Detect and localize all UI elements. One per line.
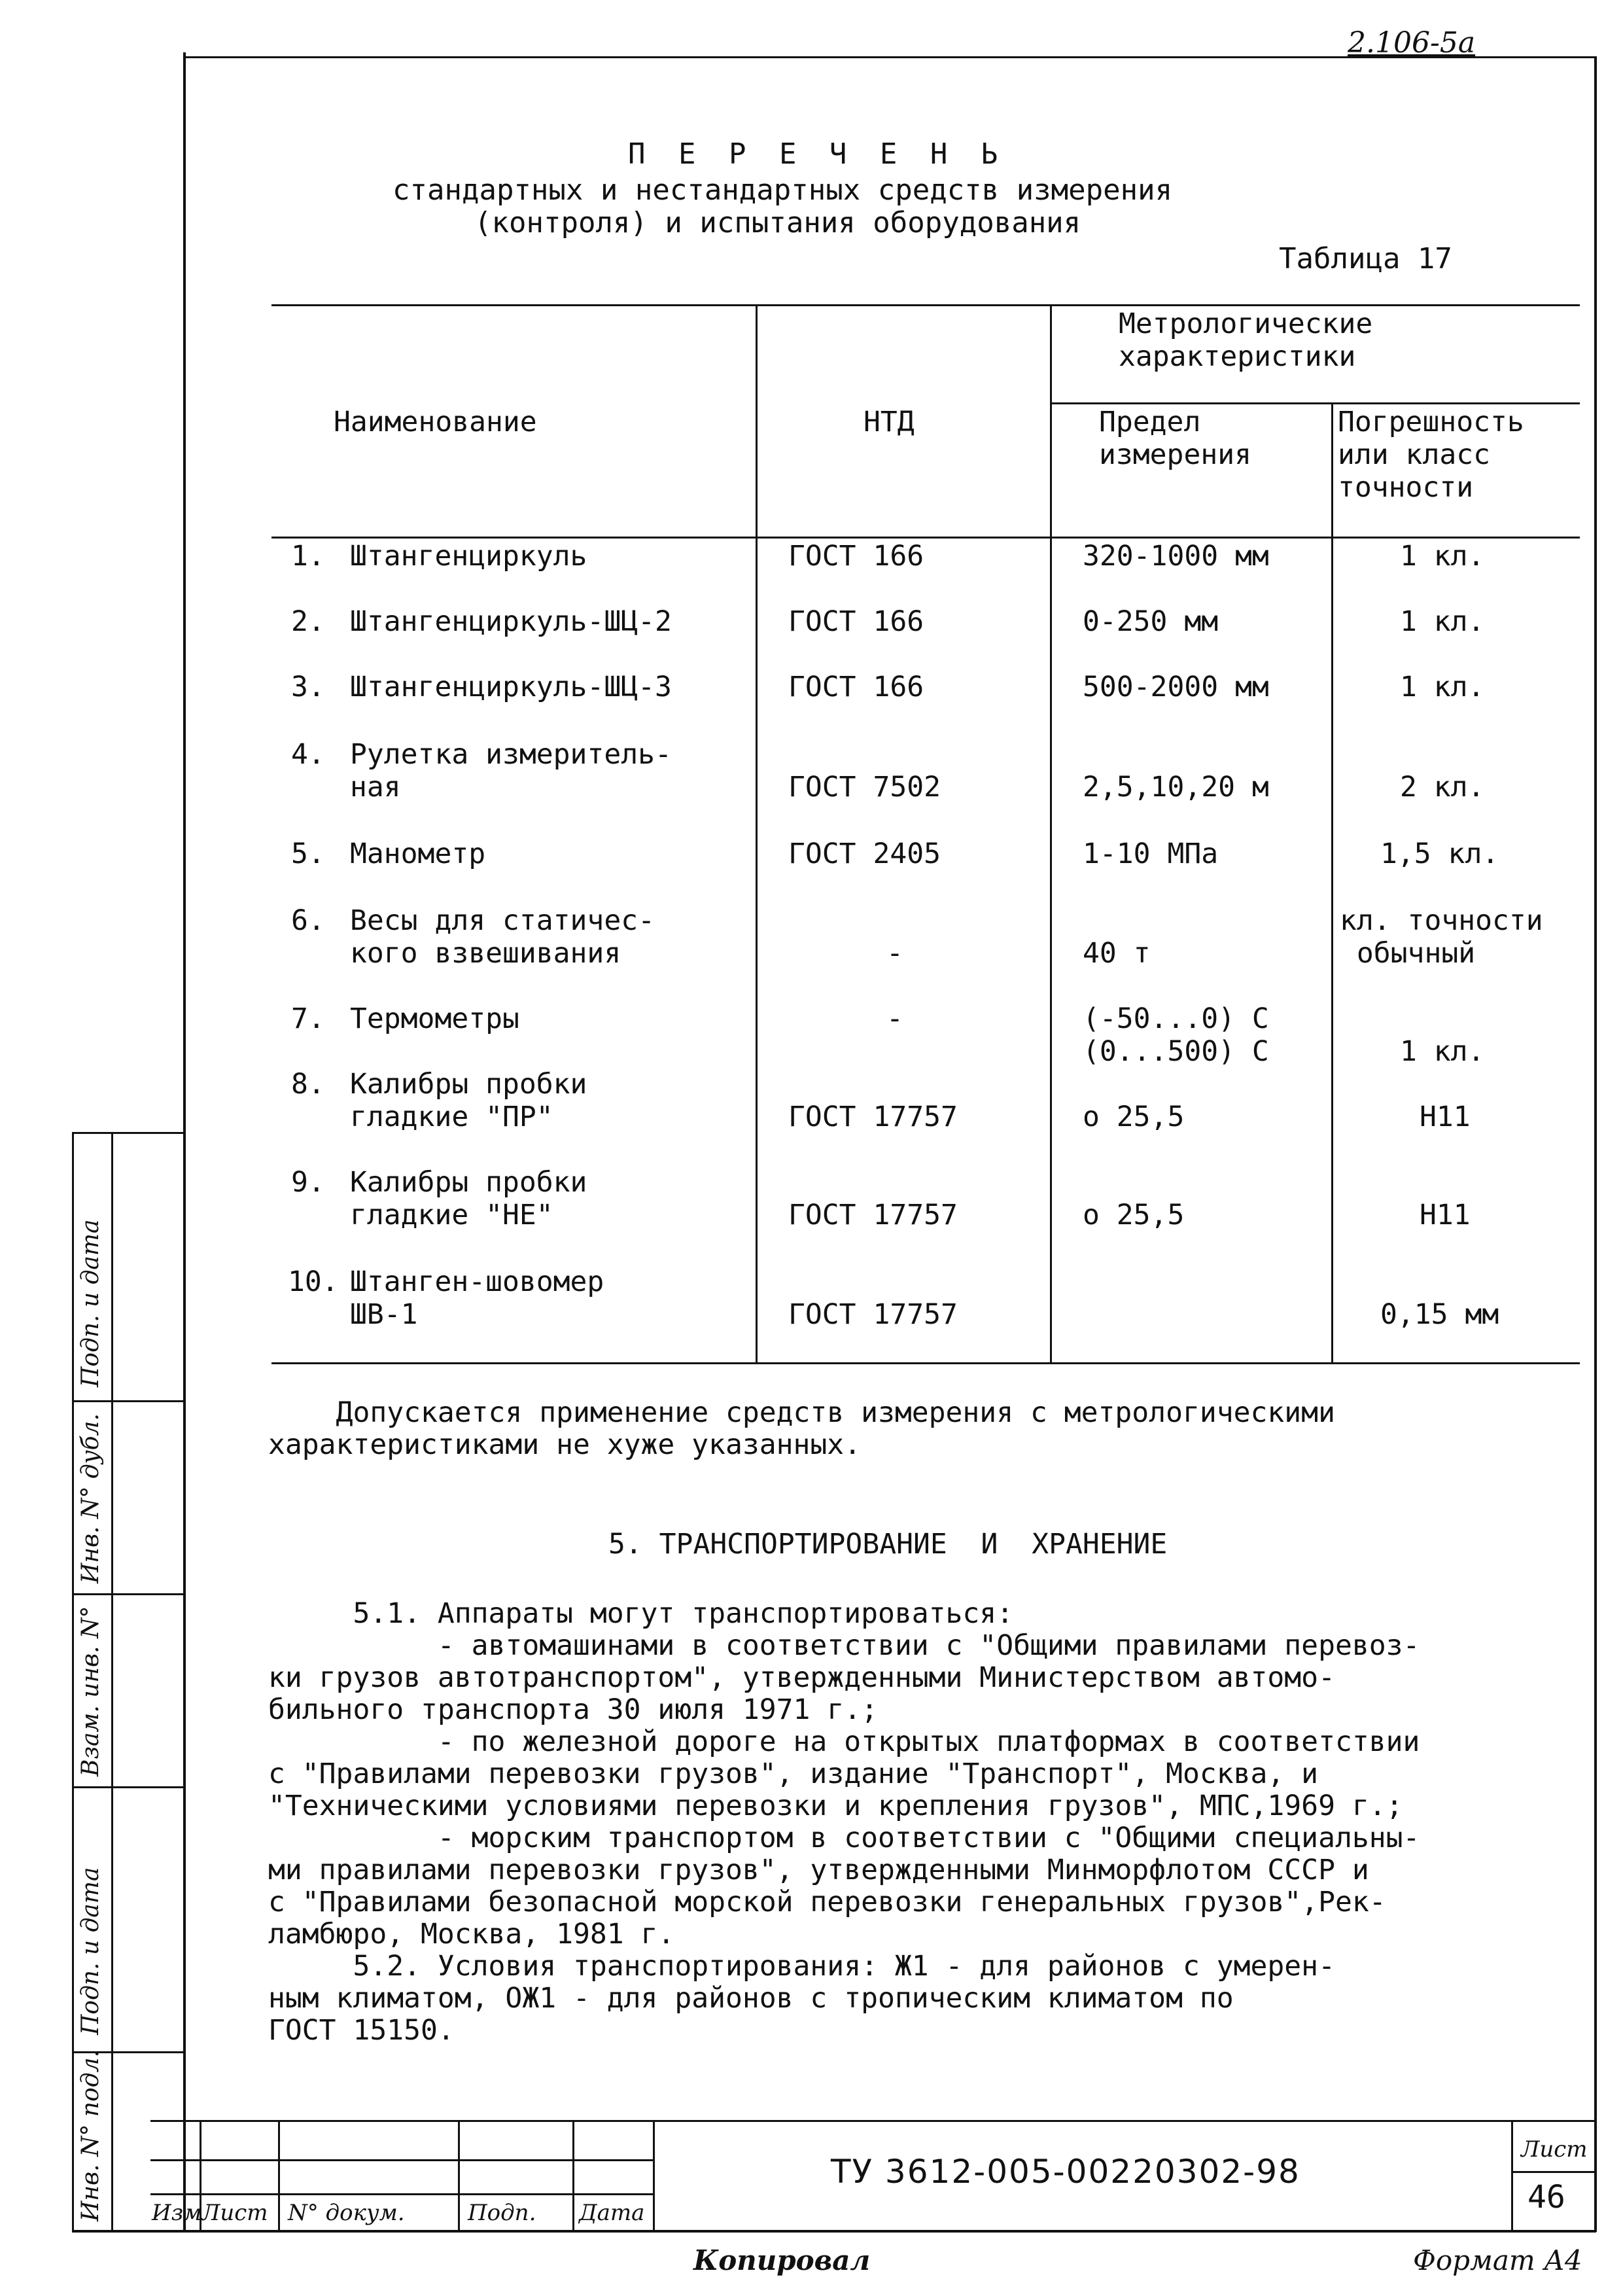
row-accuracy: Н11 bbox=[1420, 1199, 1471, 1231]
header-metrological: Метрологические характеристики bbox=[1119, 308, 1373, 373]
doc-number: 2.106-5а bbox=[1348, 26, 1476, 60]
stamp-sheet-label: Лист bbox=[1521, 2136, 1588, 2163]
row-num: 9. bbox=[291, 1166, 325, 1199]
row-ntd: - bbox=[886, 937, 903, 970]
row-num: 1. bbox=[291, 540, 325, 573]
row-accuracy: 0,15 мм bbox=[1380, 1298, 1499, 1331]
row-range: 2,5,10,20 м bbox=[1083, 771, 1269, 804]
subtitle-line-2: (контроля) и испытания оборудования bbox=[474, 206, 1081, 239]
row-ntd: ГОСТ 166 bbox=[788, 605, 924, 638]
strip-top-line bbox=[72, 1132, 183, 1134]
stamp-sheet-row bbox=[1511, 2171, 1596, 2173]
row-name: Штанген-шовомер ШВ-1 bbox=[350, 1265, 604, 1331]
row-name: Штангенциркуль-ШЦ-2 bbox=[350, 605, 672, 638]
row-ntd: ГОСТ 166 bbox=[788, 671, 924, 703]
row-name: Калибры пробки гладкие "ПР" bbox=[350, 1068, 587, 1133]
row-accuracy: 1 кл. bbox=[1400, 1035, 1485, 1068]
row-name: Термометры bbox=[350, 1002, 519, 1035]
footer-copied: Копировал bbox=[693, 2244, 871, 2276]
frame-right-border bbox=[1594, 56, 1597, 2232]
row-ntd: ГОСТ 17757 bbox=[788, 1101, 958, 1133]
strip-divider-3 bbox=[72, 1786, 183, 1788]
row-ntd: ГОСТ 17757 bbox=[788, 1199, 958, 1231]
row-name: Штангенциркуль bbox=[350, 540, 587, 573]
row-ntd: ГОСТ 7502 bbox=[788, 771, 941, 804]
stamp-col-2 bbox=[278, 2120, 280, 2231]
note-paragraph: Допускается применение средств измерения с метрологическими характеристиками не хуже указанных. bbox=[268, 1396, 1335, 1461]
side-label-podp-data-1: Подп. и дата bbox=[77, 1219, 104, 1387]
page-title: П Е Р Е Ч Е Н Ь bbox=[628, 137, 1006, 171]
stamp-sheet-col bbox=[1511, 2120, 1513, 2231]
row-name: Манометр bbox=[350, 838, 486, 870]
section-heading: 5. ТРАНСПОРТИРОВАНИЕ И ХРАНЕНИЕ bbox=[608, 1528, 1168, 1561]
header-accuracy: Погрешность или класс точности bbox=[1338, 406, 1524, 504]
row-range: 40 т bbox=[1083, 937, 1151, 970]
row-range: о 25,5 bbox=[1083, 1199, 1185, 1231]
footer-format: Формат А4 bbox=[1413, 2244, 1582, 2276]
table-metro-subrule bbox=[1050, 402, 1580, 404]
subtitle-line-1: стандартных и нестандартных средств измерения bbox=[393, 173, 1173, 207]
stamp-col-5 bbox=[653, 2120, 655, 2231]
row-num: 10. bbox=[288, 1265, 339, 1298]
row-range: 1-10 МПа bbox=[1083, 838, 1219, 870]
side-label-inv-dubl: Инв. N° дубл. bbox=[77, 1413, 104, 1583]
side-label-inv-podl: Инв. N° подл. bbox=[77, 2050, 104, 2221]
row-range: 320-1000 мм bbox=[1083, 540, 1269, 573]
row-num: 3. bbox=[291, 671, 325, 703]
row-num: 8. bbox=[291, 1068, 325, 1101]
header-ntd: НТД bbox=[864, 406, 915, 438]
header-range: Предел измерения bbox=[1099, 406, 1251, 471]
row-num: 7. bbox=[291, 1002, 325, 1035]
row-accuracy: кл. точности обычный bbox=[1340, 904, 1543, 970]
row-name: Калибры пробки гладкие "НЕ" bbox=[350, 1166, 587, 1231]
row-num: 5. bbox=[291, 838, 325, 870]
stamp-izm-label: Изм bbox=[152, 2200, 202, 2226]
stamp-podp-label: Подп. bbox=[468, 2200, 536, 2226]
row-ntd: ГОСТ 2405 bbox=[788, 838, 941, 870]
row-ntd: - bbox=[886, 1002, 903, 1035]
table-col-divider-2 bbox=[1050, 304, 1052, 1364]
strip-inner-line bbox=[111, 1132, 113, 2231]
stamp-row-line-1 bbox=[150, 2159, 654, 2161]
table-label: Таблица 17 bbox=[1279, 242, 1452, 275]
row-range: о 25,5 bbox=[1083, 1101, 1185, 1133]
side-label-vzam-inv: Взам. инв. N° bbox=[77, 1606, 104, 1776]
header-name: Наименование bbox=[334, 406, 537, 438]
stamp-col-3 bbox=[458, 2120, 460, 2231]
frame-bottom-border bbox=[72, 2230, 1596, 2233]
stamp-top-line bbox=[150, 2120, 1596, 2122]
row-ntd: ГОСТ 166 bbox=[788, 540, 924, 573]
frame-left-border bbox=[183, 52, 186, 2231]
stamp-data-label: Дата bbox=[579, 2200, 645, 2226]
row-accuracy: 2 кл. bbox=[1400, 771, 1485, 804]
row-name: Штангенциркуль-ШЦ-3 bbox=[350, 671, 672, 703]
row-num: 4. bbox=[291, 738, 325, 771]
row-accuracy: 1 кл. bbox=[1400, 540, 1485, 573]
row-accuracy: Н11 bbox=[1420, 1101, 1471, 1133]
side-label-podp-data-2: Подп. и дата bbox=[77, 1867, 104, 2035]
stamp-designation: ТУ 3612-005-00220302-98 bbox=[831, 2153, 1300, 2191]
section-body: 5.1. Аппараты могут транспортироваться: - автомашинами в соответствии с "Общими правилами перевоз- ки грузов автотранспортом", утвержденными Министерством автомо- бильного транспорта 30 июля 1971 г.; - по железной дороге на открытых платформах в соответствии с "Правилами перевозки грузов", издание "Транспорт", Москва, и "Техническими условиями перевозки и крепления грузов", МПС,1969 г.; - морским транспортом в соответствии с "Общими специальны- ми правилами перевозки грузов", утвержденными Минморфлотом СССР и с "Правилами безопасной морской перевозки генеральных грузов",Рек- ламбюро, Москва, 1981 г. 5.2. Условия транспортирования: Ж1 - для районов с умерен- ным климатом, ОЖ1 - для районов с тропическим климатом по ГОСТ 15150. bbox=[268, 1597, 1420, 2047]
row-ntd: ГОСТ 17757 bbox=[788, 1298, 958, 1331]
row-name: Рулетка измеритель- ная bbox=[350, 738, 672, 804]
strip-divider-1 bbox=[72, 1400, 183, 1402]
row-name: Весы для статичес- кого взвешивания bbox=[350, 904, 655, 970]
row-accuracy: 1,5 кл. bbox=[1380, 838, 1499, 870]
row-num: 2. bbox=[291, 605, 325, 638]
row-range: 500-2000 мм bbox=[1083, 671, 1269, 703]
row-accuracy: 1 кл. bbox=[1400, 605, 1485, 638]
stamp-row-line-2 bbox=[150, 2193, 654, 2195]
stamp-list-label: Лист bbox=[201, 2200, 268, 2226]
strip-divider-2 bbox=[72, 1593, 183, 1595]
row-accuracy: 1 кл. bbox=[1400, 671, 1485, 703]
table-col-divider-1 bbox=[756, 304, 758, 1364]
row-num: 6. bbox=[291, 904, 325, 937]
table-bottom-rule bbox=[271, 1362, 1580, 1364]
stamp-doc-num-label: N° докум. bbox=[288, 2200, 405, 2226]
row-range: 0-250 мм bbox=[1083, 605, 1219, 638]
table-col-divider-3 bbox=[1331, 402, 1333, 1364]
stamp-col-4 bbox=[572, 2120, 574, 2231]
table-top-rule bbox=[271, 304, 1580, 306]
stamp-sheet-number: 46 bbox=[1527, 2179, 1565, 2216]
row-range: (-50...0) С (0...500) С bbox=[1083, 1002, 1269, 1068]
table-header-rule bbox=[271, 537, 1580, 539]
strip-left-line bbox=[72, 1132, 74, 2231]
